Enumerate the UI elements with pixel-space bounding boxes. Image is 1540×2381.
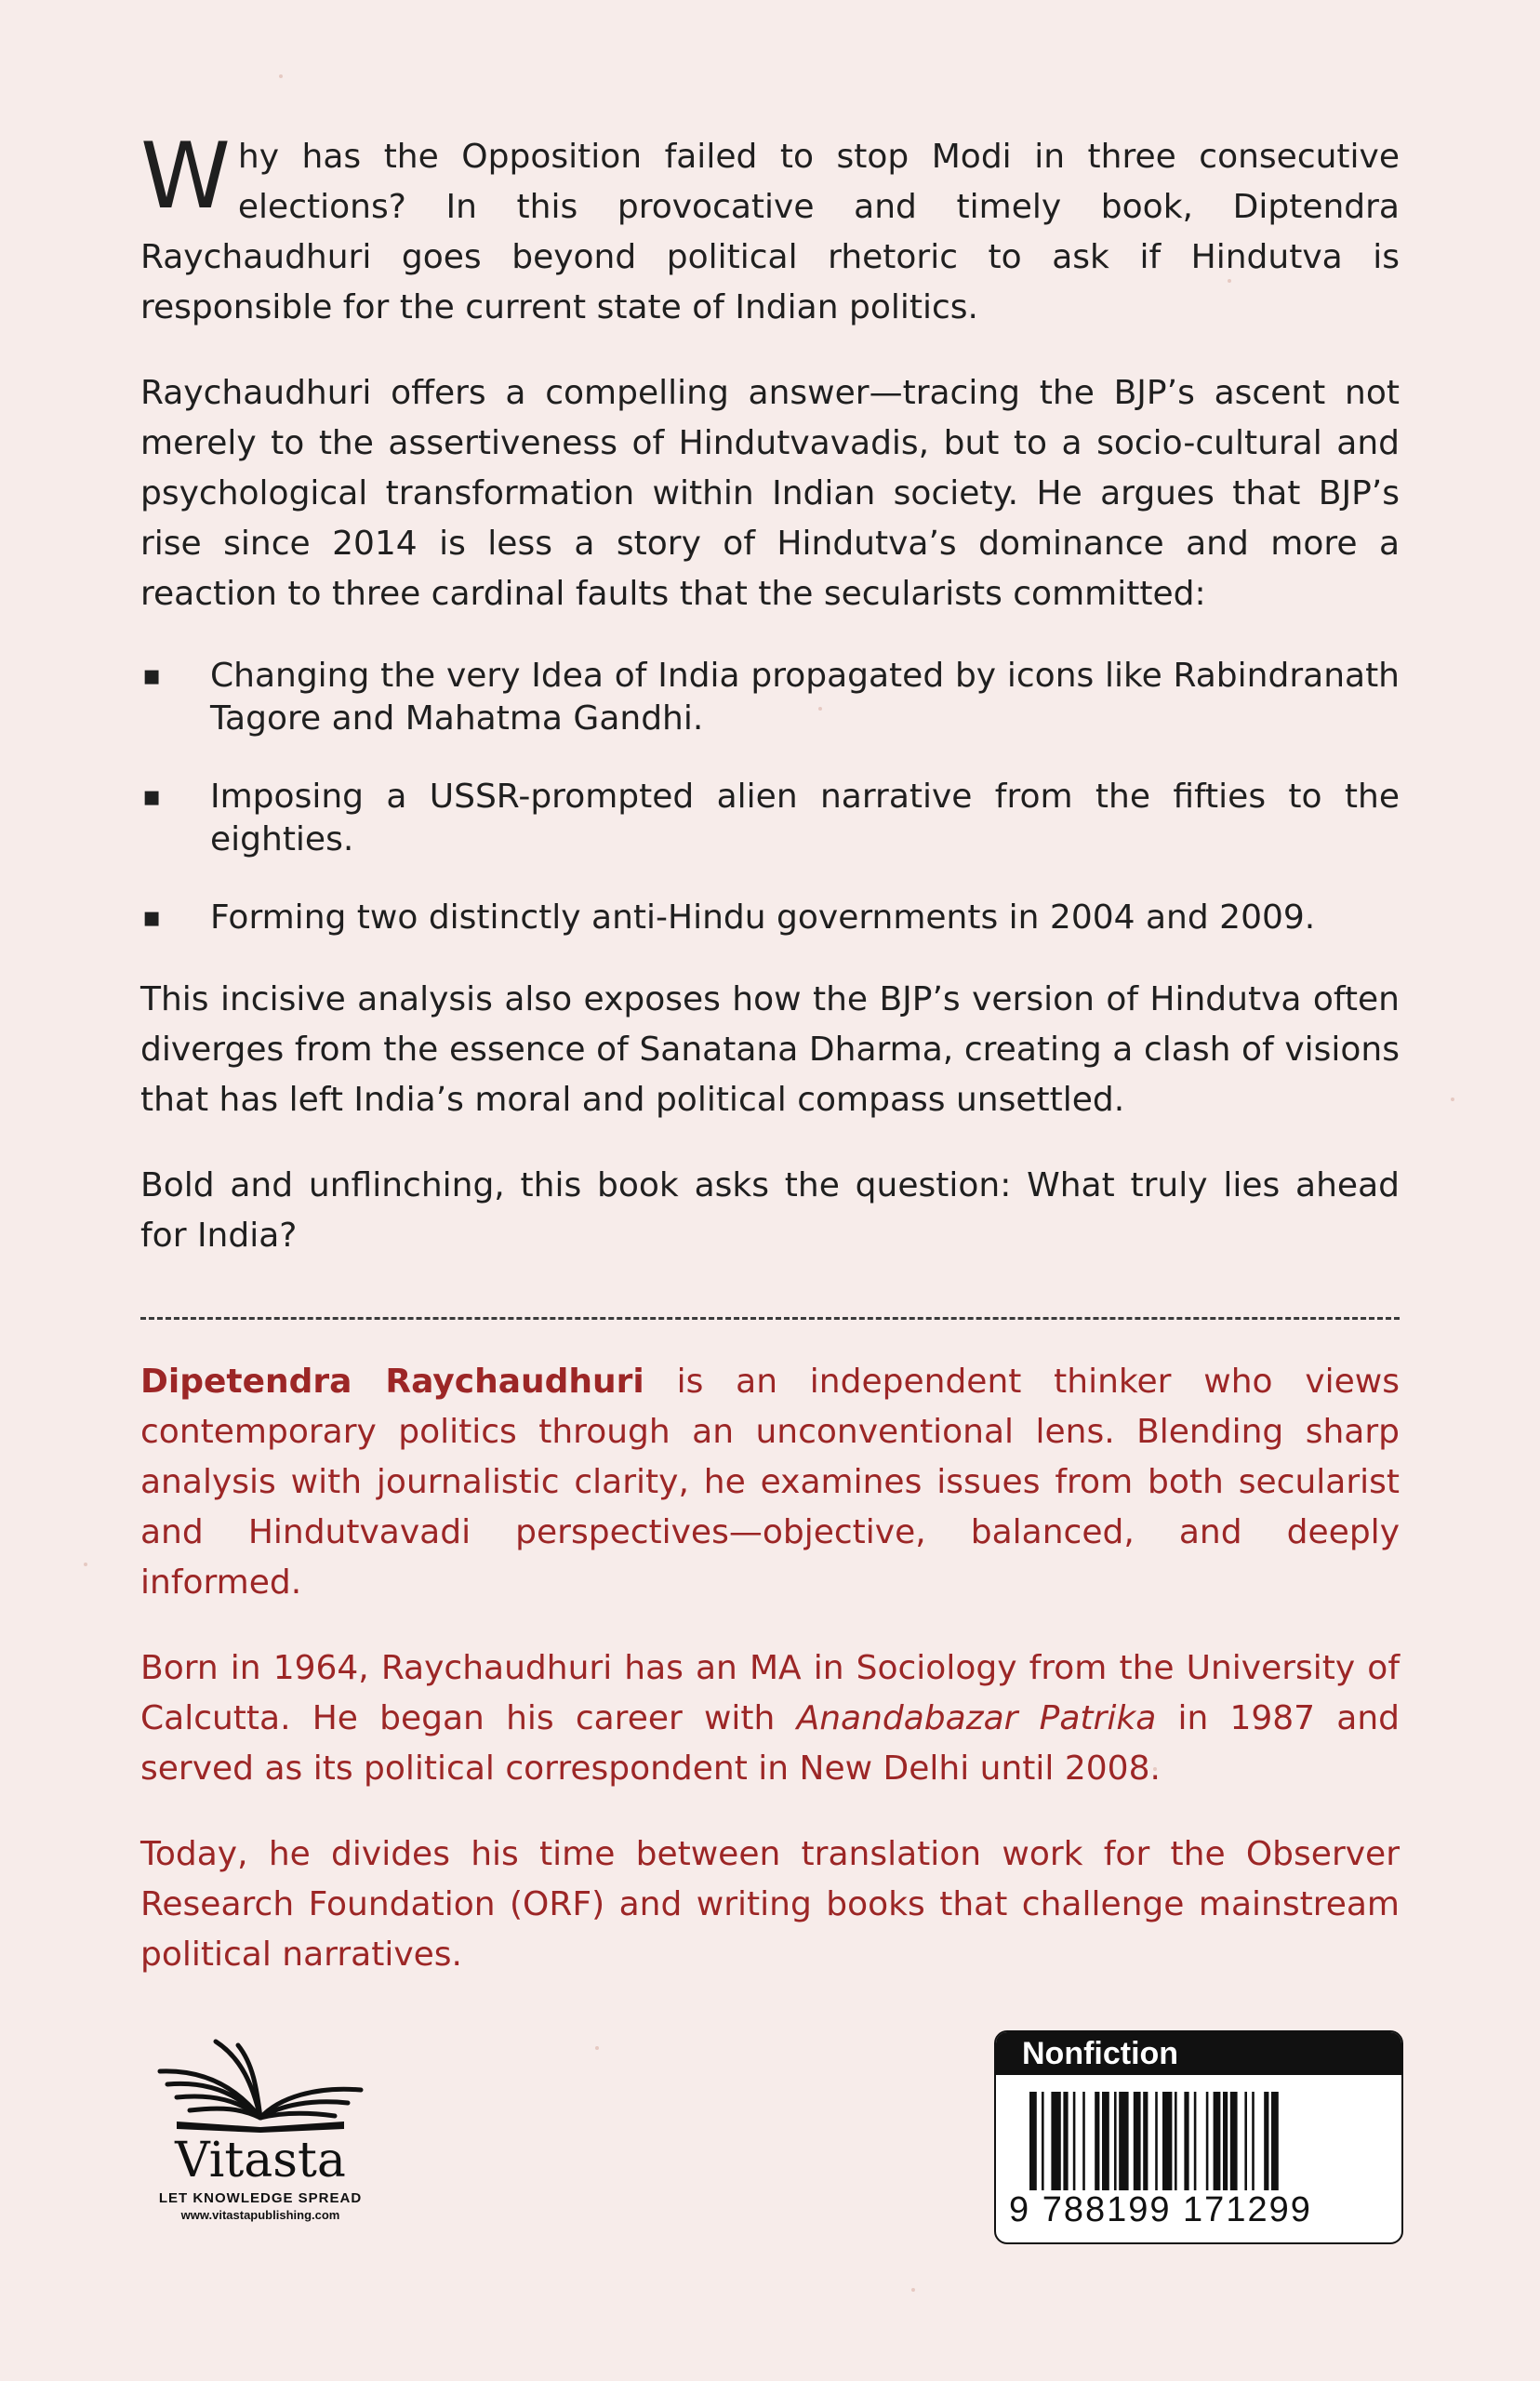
blurb-paragraph-2: Raychaudhuri offers a compelling answer—tracing the BJP’s ascent not merely to the assertiveness of Hindutvavadis, but to a socio-cultural and psychological transformation within Indian society. He argues that BJP’s rise since 2014 is less a story of Hindutva’s dominance and more a reaction to three cardinal faults that the secularists committed: <box>140 374 1400 613</box>
barcode-bar <box>1194 2092 1197 2203</box>
barcode-bars <box>1009 2092 1388 2203</box>
barcode-bar <box>1134 2092 1141 2203</box>
newspaper-title: Anandabazar Patrika <box>796 1699 1157 1737</box>
isbn-digits: 9 788199 171299 <box>1009 2190 1388 2229</box>
author-name: Dipetendra Raychaudhuri <box>140 1363 644 1401</box>
list-item: ▪ Forming two distinctly anti-Hindu governments in 2004 and 2009. <box>140 897 1400 939</box>
barcode-bar <box>1143 2092 1148 2203</box>
blurb-paragraph-4: Bold and unflinching, this book asks the question: What truly lies ahead for India? <box>140 1166 1400 1255</box>
barcode-bar <box>1155 2092 1158 2203</box>
barcode-bar <box>1102 2092 1109 2203</box>
barcode-bar <box>1230 2092 1238 2203</box>
back-cover-text <box>140 124 1401 2015</box>
paper-speck <box>911 2288 915 2292</box>
list-item: ▪ Changing the very Idea of India propagated by icons like Rabindranath Tagore and Mahatma Gandhi. <box>142 657 1400 738</box>
blurb-paragraph-1 <box>140 124 1400 333</box>
publisher-url: www.vitastapublishing.com <box>180 2208 340 2222</box>
bullet-icon: ▪ <box>142 780 162 813</box>
paper-speck <box>1451 1097 1454 1101</box>
cardinal-faults-list <box>140 655 1400 939</box>
barcode-bar <box>1184 2092 1188 2203</box>
paper-speck <box>84 1563 87 1566</box>
barcode-bar <box>1223 2092 1228 2203</box>
barcode-bar <box>1206 2092 1209 2203</box>
barcode-bar <box>1073 2092 1076 2203</box>
barcode-bar <box>1029 2092 1037 2203</box>
blurb-paragraph-3: This incisive analysis also exposes how the BJP’s version of Hindutva often diverges from the essence of Sanatana Dharma, creating a clash of visions that has left India’s moral and political compass unsettled. <box>140 980 1400 1119</box>
genre-label: Nonfiction <box>996 2032 1401 2075</box>
paper-speck <box>595 2046 599 2050</box>
bio-paragraph-2: Born in 1964, Raychaudhuri has an MA in Sociology from the University of Calcutta. He began his career with Anandabazar Patrika in 1987 and served as its political correspondent in New Delhi until 2008. <box>140 1649 1401 1788</box>
dashed-divider <box>140 1317 1400 1320</box>
barcode-bar <box>1162 2092 1172 2203</box>
barcode-bar <box>1264 2092 1268 2203</box>
barcode-bar <box>1244 2092 1247 2203</box>
list-item: ▪ Imposing a USSR-prompted alien narrative from the fifties to the eighties. <box>142 778 1400 858</box>
barcode-bar <box>1214 2092 1221 2203</box>
barcode-bar <box>1252 2092 1255 2203</box>
barcode-bar <box>1114 2092 1117 2203</box>
barcode-bar <box>1095 2092 1099 2203</box>
bio-paragraph-3: Today, he divides his time between translation work for the Observer Research Foundation (ORF) and writing books that challenge mainstream political narratives. <box>140 1835 1400 1974</box>
barcode-bar <box>1119 2092 1128 2203</box>
paper-speck <box>279 74 283 78</box>
drop-cap: W <box>140 124 231 230</box>
blurb-paragraph-1-text: hy has the Opposition failed to stop Modi in three consecutive elections? In this provocative and timely book, Diptendra Raychaudhuri goes beyond political rhetoric to ask if Hindutva is responsible for the current state of Indian politics. <box>140 138 1400 326</box>
barcode-bar <box>1082 2092 1085 2203</box>
barcode-bar <box>1042 2092 1044 2203</box>
open-book-icon <box>149 2032 372 2135</box>
author-bio <box>140 1357 1400 1980</box>
barcode-bar <box>1051 2092 1060 2203</box>
barcode-bar <box>1063 2092 1068 2203</box>
bio-paragraph-1: Dipetendra Raychaudhuri is an independent thinker who views contemporary politics through an unconventional lens. Blending sharp analysis with journalistic clarity, he examines issues from both secularist and Hindutvavadi perspectives—objective, balanced, and deeply informed. <box>140 1363 1400 1602</box>
publisher-tagline: LET KNOWLEDGE SPREAD <box>158 2190 363 2206</box>
bullet-icon: ▪ <box>142 901 162 934</box>
barcode-bar <box>1271 2092 1279 2203</box>
bullet-icon: ▪ <box>142 659 162 692</box>
barcode-bar <box>1175 2092 1177 2203</box>
isbn-barcode <box>994 2030 1403 2244</box>
publisher-logo <box>144 2032 377 2232</box>
publisher-name: Vitasta <box>175 2133 346 2188</box>
